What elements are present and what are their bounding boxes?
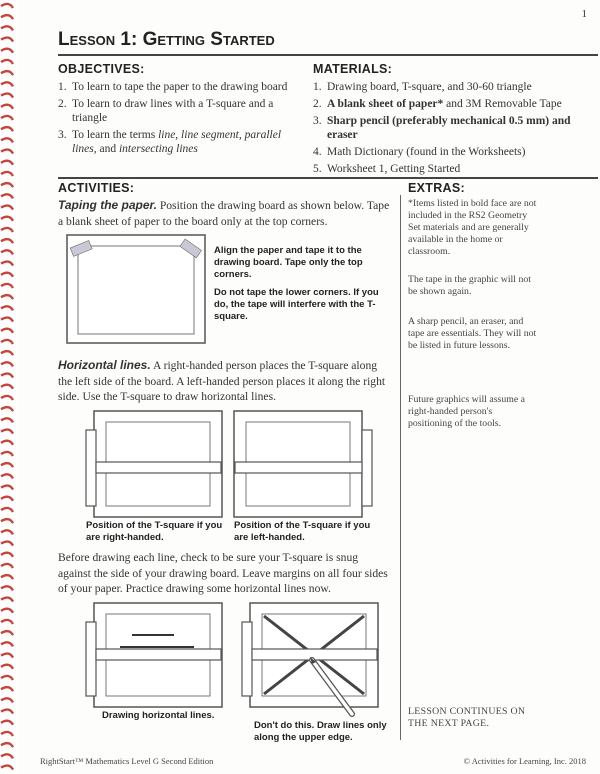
material-item: 3. Sharp pencil (preferably mechanical 0.5 mm) and eraser (313, 115, 571, 141)
spiral-coil (1, 407, 13, 411)
spiral-coil (1, 698, 13, 702)
spiral-coil (1, 105, 13, 109)
spiral-coil (1, 329, 13, 333)
spiral-coil (1, 217, 13, 221)
caption-drawing-lines: Drawing horizontal lines. (102, 710, 215, 721)
spiral-coil (1, 586, 13, 590)
spiral-coil (1, 598, 13, 602)
activities-heading: ACTIVITIES: (58, 181, 135, 195)
material-item: 5. Worksheet 1, Getting Started (313, 163, 461, 175)
objectives-list (58, 80, 298, 159)
spiral-coil (1, 542, 13, 546)
spiral-coil (1, 150, 13, 154)
spiral-coil (1, 743, 13, 747)
spiral-coil (1, 430, 13, 434)
t-square-right-handed-figure (84, 410, 224, 518)
spiral-coil (1, 82, 13, 86)
spiral-coil (1, 564, 13, 568)
spiral-coil (1, 721, 13, 725)
spiral-coil (1, 452, 13, 456)
spiral-coil (1, 374, 13, 378)
before-drawing-paragraph: Before drawing each line, check to be sure your T-square is snug against the side of your drawing board. Leave margins on all four sides of your paper. Practice drawing some horizontal lines now. (58, 551, 388, 595)
materials-heading: MATERIALS: (313, 62, 393, 76)
spiral-coil (1, 340, 13, 344)
spiral-coil (1, 710, 13, 714)
objective-item: 3. To learn the terms line, line segment, parallel lines, and intersecting lines (58, 129, 282, 155)
spiral-coil (1, 116, 13, 120)
extras-note-essentials: A sharp pencil, an eraser, and tape are essentials. They will not be listed in future lessons. (408, 316, 537, 351)
spiral-coil (1, 519, 13, 523)
drawing-horizontal-lines-figure (84, 602, 224, 708)
spiral-coil (1, 620, 13, 624)
spiral-coil (1, 732, 13, 736)
spiral-coil (1, 766, 13, 770)
spiral-coil (1, 94, 13, 98)
objective-item: 1. To learn to tape the paper to the drawing board (58, 81, 288, 93)
caption-left-handed: Position of the T-square if you are left-handed. (234, 520, 371, 543)
spiral-coil (1, 284, 13, 288)
spiral-coil (1, 418, 13, 422)
footer-right: © Activities for Learning, Inc. 2018 (463, 756, 586, 766)
spiral-coil (1, 497, 13, 501)
extras-heading: EXTRAS: (408, 181, 465, 195)
spiral-coil (1, 138, 13, 142)
spiral-binding (0, 0, 14, 774)
extras-note-right-handed: Future graphics will assume a right-handed person's positioning of the tools. (408, 394, 525, 429)
spiral-coil (1, 553, 13, 557)
spiral-coil (1, 60, 13, 64)
taping-paragraph: Taping the paper. Position the drawing board as shown below. Tape a blank sheet of paper to the board only at the top corners. (58, 198, 390, 228)
caption-right-handed: Position of the T-square if you are right-handed. (86, 520, 223, 543)
spiral-coil (1, 38, 13, 42)
horizontal-paragraph: Horizontal lines. A right-handed person places the T-square along the left side of the board. A left-handed person places it along the right side. Use the T-square to draw horizontal lines. (58, 358, 386, 403)
spiral-coil (1, 127, 13, 131)
lesson-continues-note: LESSON CONTINUES ON THE NEXT PAGE. (408, 706, 526, 729)
dont-do-this-figure (240, 602, 380, 718)
activities-rule (58, 177, 598, 179)
spiral-coil (1, 575, 13, 579)
material-item: 1. Drawing board, T-square, and 30-60 triangle (313, 81, 532, 93)
lesson-title: Lesson 1: Getting Started (58, 29, 275, 50)
taping-caption-2: Do not tape the lower corners. If you do, the tape will interfere with the T-square. (214, 287, 379, 322)
spiral-coil (1, 49, 13, 53)
spiral-coil (1, 273, 13, 277)
extras-note-tape: The tape in the graphic will not be shown again. (408, 274, 531, 297)
spiral-coil (1, 631, 13, 635)
spiral-coil (1, 351, 13, 355)
spiral-coil (1, 26, 13, 30)
objectives-heading: OBJECTIVES: (58, 62, 145, 76)
page-number: 1 (581, 8, 587, 20)
extras-note-bold-items: *Items listed in bold face are not included in the RS2 Geometry Set materials and are generally available in the home or classroom. (408, 198, 537, 257)
spiral-coil (1, 362, 13, 366)
spiral-coil (1, 665, 13, 669)
spiral-coil (1, 15, 13, 19)
spiral-coil (1, 250, 13, 254)
spiral-coil (1, 654, 13, 658)
material-item: 2. A blank sheet of paper* and 3M Removable Tape (313, 98, 562, 110)
spiral-coil (1, 239, 13, 243)
caption-dont-do-this: Don't do this. Draw lines only along the upper edge. (254, 720, 387, 743)
spiral-coil (1, 530, 13, 534)
spiral-coil (1, 642, 13, 646)
material-item: 4. Math Dictionary (found in the Worksheets) (313, 146, 526, 158)
taping-caption-1: Align the paper and tape it to the drawing board. Tape only the top corners. (214, 245, 363, 280)
spiral-coil (1, 295, 13, 299)
title-rule (58, 54, 598, 56)
t-square-left-handed-figure (232, 410, 374, 518)
horizontal-lead: Horizontal lines. (58, 358, 151, 372)
spiral-coil (1, 206, 13, 210)
spiral-coil (1, 71, 13, 75)
spiral-coil (1, 161, 13, 165)
footer-left: RightStart™ Mathematics Level G Second Edition (40, 756, 214, 766)
spiral-coil (1, 754, 13, 758)
spiral-coil (1, 396, 13, 400)
materials-list (313, 80, 573, 179)
spiral-coil (1, 676, 13, 680)
spiral-coil (1, 463, 13, 467)
spiral-coil (1, 4, 13, 8)
spiral-coil (1, 441, 13, 445)
spiral-coil (1, 687, 13, 691)
column-divider (400, 195, 401, 740)
spiral-coil (1, 508, 13, 512)
workbook-page (18, 0, 600, 774)
spiral-coil (1, 172, 13, 176)
spiral-coil (1, 486, 13, 490)
spiral-coil (1, 183, 13, 187)
taped-paper-figure (66, 234, 206, 344)
spiral-coil (1, 385, 13, 389)
spiral-coil (1, 228, 13, 232)
spiral-coil (1, 474, 13, 478)
spiral-coil (1, 318, 13, 322)
spiral-coil (1, 609, 13, 613)
objective-item: 2. To learn to draw lines with a T-square and a triangle (58, 98, 274, 124)
taping-lead: Taping the paper. (58, 198, 157, 212)
spiral-coil (1, 262, 13, 266)
spiral-coil (1, 306, 13, 310)
spiral-coil (1, 194, 13, 198)
